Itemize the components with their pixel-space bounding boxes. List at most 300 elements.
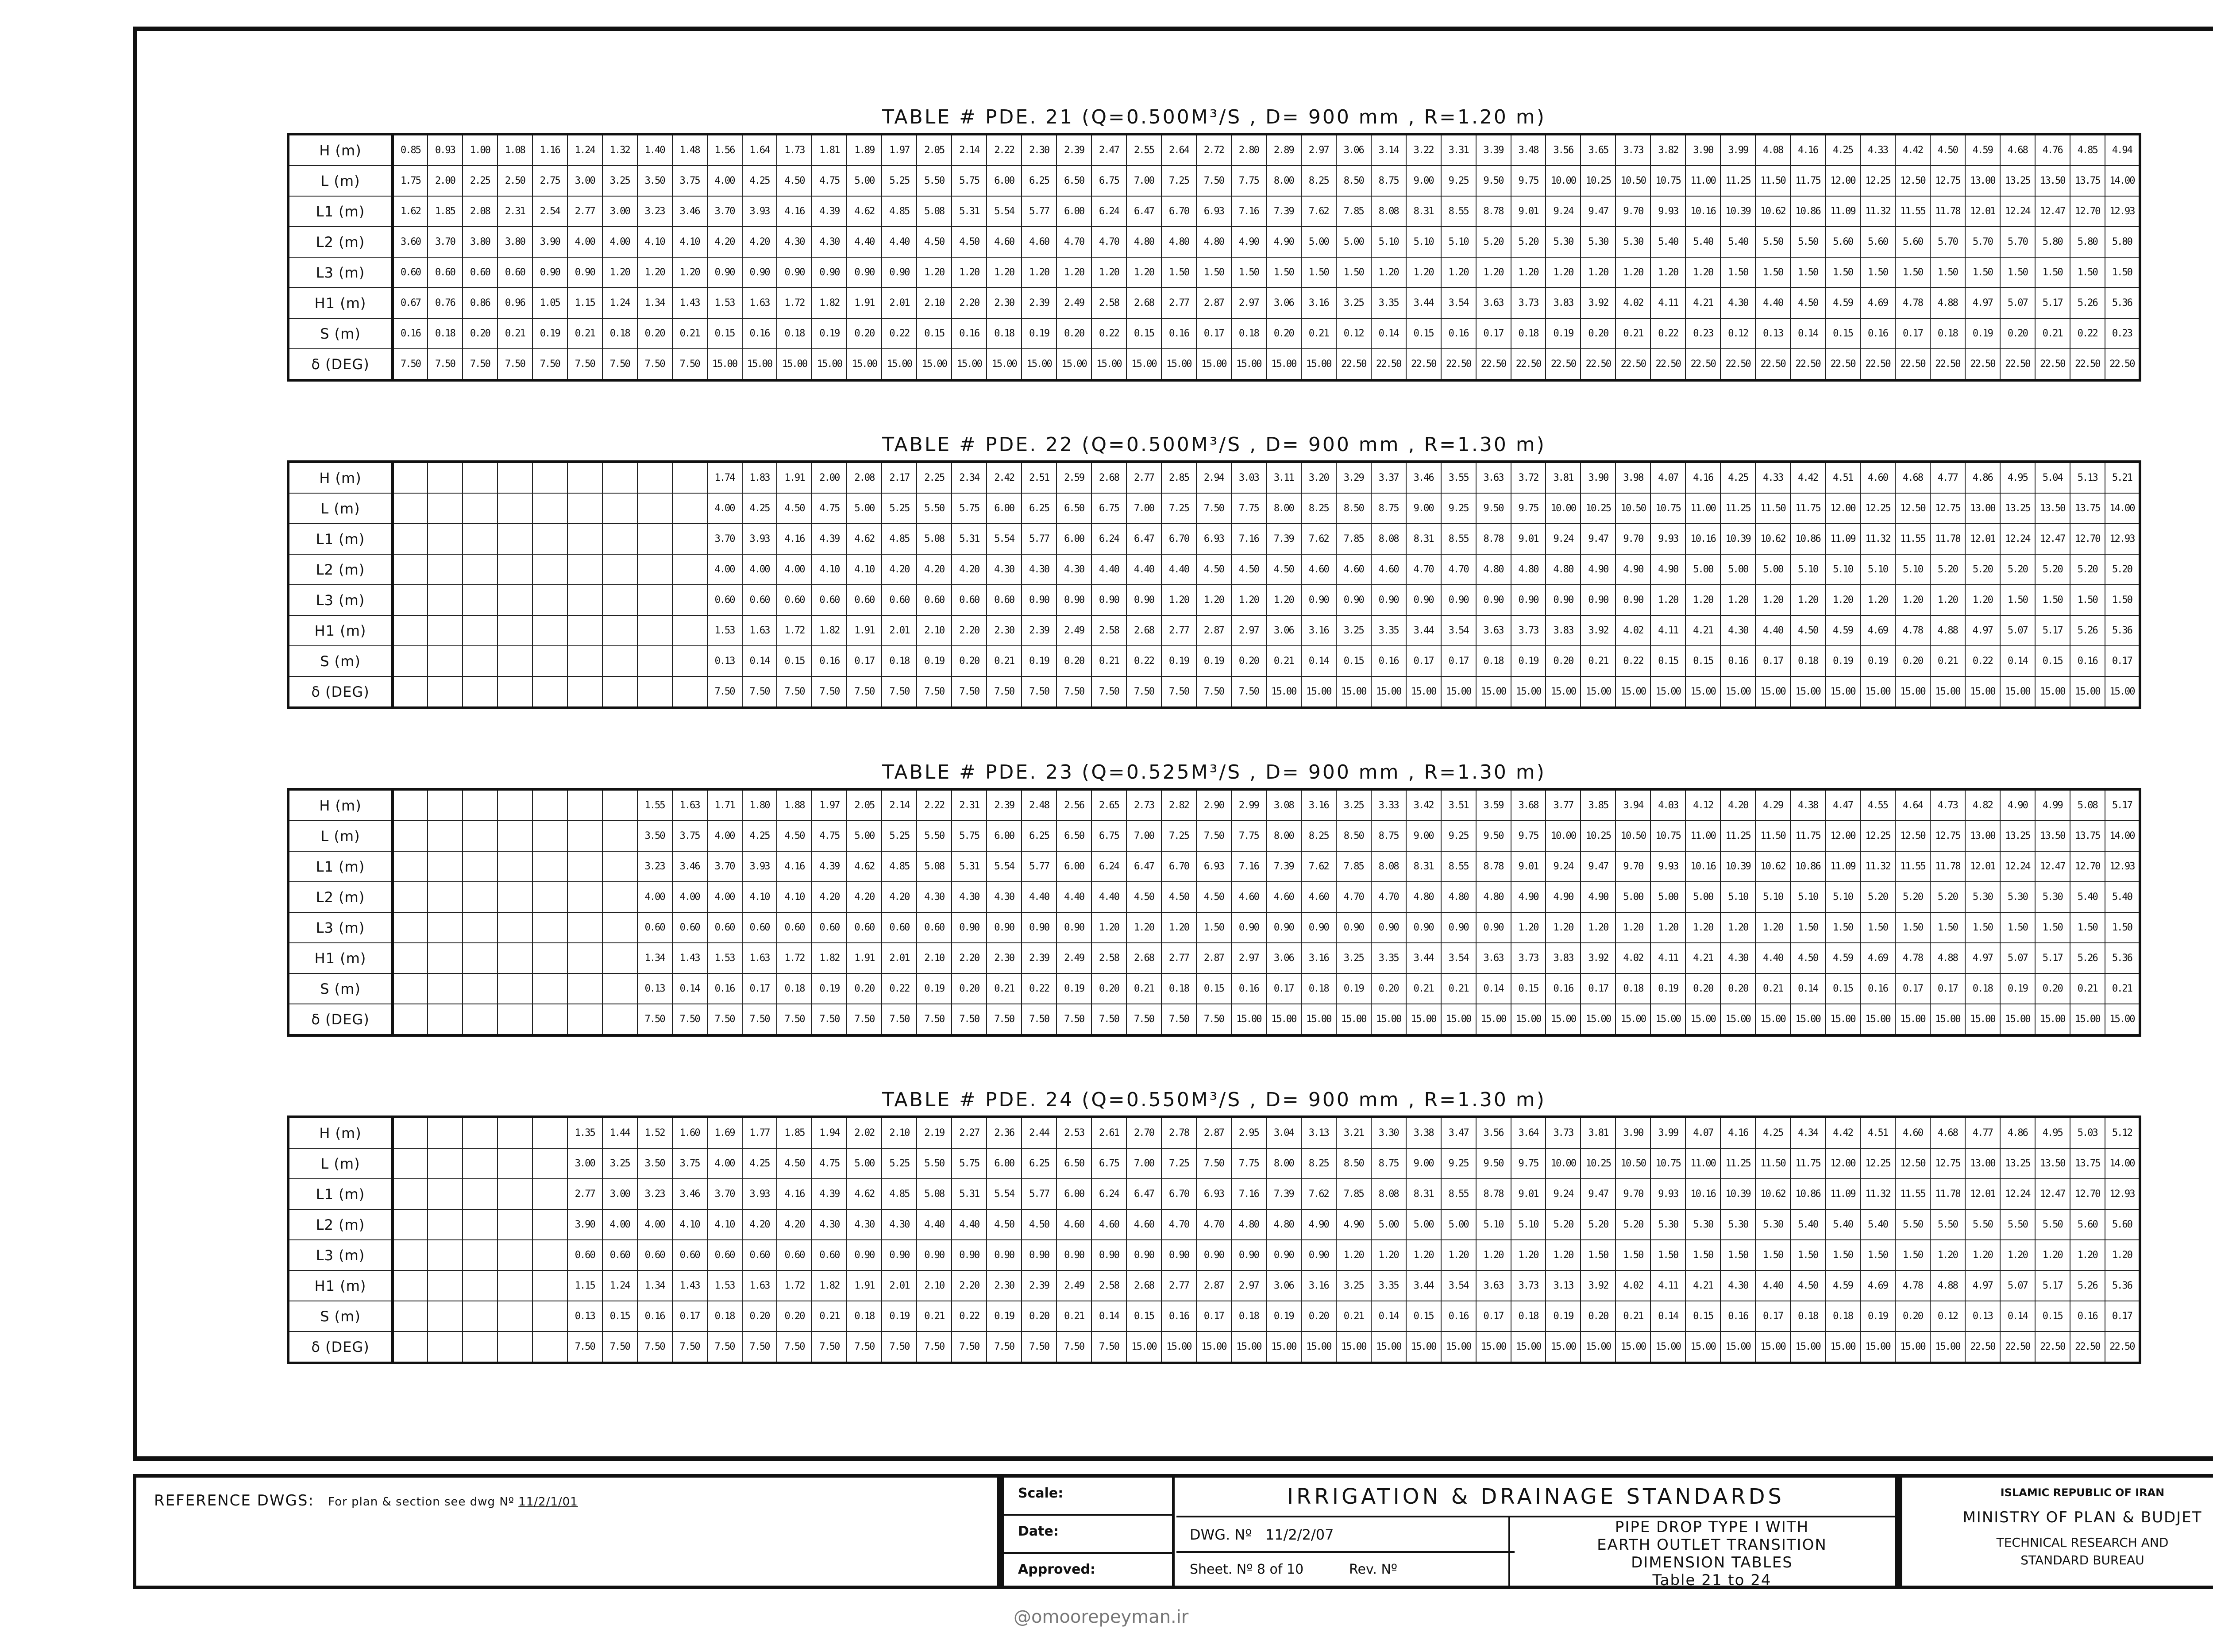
- empty-cell: [637, 462, 672, 493]
- table-cell: 13.50: [2035, 821, 2070, 851]
- table-cell: 13.25: [2000, 166, 2035, 196]
- empty-cell: [463, 912, 497, 943]
- table-cell: 0.60: [637, 1240, 672, 1270]
- table-cell: 9.50: [1476, 1148, 1511, 1179]
- table-cell: 2.20: [952, 615, 987, 646]
- table-cell: 1.50: [2035, 912, 2070, 943]
- table-cell: 4.80: [1196, 227, 1231, 257]
- table-cell: 5.36: [2105, 288, 2140, 318]
- table-cell: 3.90: [1685, 134, 1720, 166]
- table-cell: 9.47: [1581, 524, 1615, 554]
- table-cell: 1.71: [707, 789, 742, 821]
- table-cell: 4.50: [1790, 288, 1825, 318]
- table-cell: 10.50: [1615, 1148, 1650, 1179]
- empty-cell: [497, 462, 532, 493]
- table-cell: 7.50: [497, 349, 532, 380]
- table-cell: 0.20: [1231, 646, 1266, 676]
- empty-cell: [428, 676, 463, 708]
- table-cell: 3.80: [497, 227, 532, 257]
- empty-cell: [602, 646, 637, 676]
- table-cell: 5.00: [847, 1148, 882, 1179]
- table-cell: 0.19: [1546, 1301, 1581, 1332]
- empty-cell: [463, 615, 497, 646]
- table-cell: 22.50: [2035, 349, 2070, 380]
- table-cell: 6.25: [1022, 1148, 1056, 1179]
- table-cell: 1.08: [497, 134, 532, 166]
- table-cell: 10.39: [1720, 196, 1755, 227]
- table-cell: 4.30: [777, 227, 812, 257]
- table-cell: 1.20: [2105, 1240, 2140, 1270]
- table-cell: 6.25: [1022, 493, 1056, 524]
- table-cell: 12.93: [2105, 196, 2140, 227]
- empty-cell: [463, 585, 497, 615]
- table-cell: 8.75: [1371, 493, 1406, 524]
- table-cell: 5.20: [1581, 1209, 1615, 1240]
- table-cell: 4.00: [777, 554, 812, 585]
- table-cell: 0.85: [393, 134, 428, 166]
- table-cell: 7.50: [637, 1332, 672, 1363]
- empty-cell: [393, 676, 428, 708]
- table-cell: 3.25: [1336, 615, 1371, 646]
- table-cell: 3.14: [1371, 134, 1406, 166]
- table-cell: 4.86: [2000, 1117, 2035, 1148]
- table-cell: 9.70: [1615, 524, 1650, 554]
- table-cell: 5.30: [1685, 1209, 1720, 1240]
- reference-label: REFERENCE DWGS:: [154, 1492, 314, 1509]
- table-cell: 1.20: [1126, 912, 1161, 943]
- table-cell: 0.15: [1511, 973, 1546, 1004]
- table-cell: 9.24: [1546, 524, 1581, 554]
- table-cell: 4.33: [1860, 134, 1895, 166]
- table-cell: 0.19: [1266, 1301, 1301, 1332]
- table-cell: 5.20: [1615, 1209, 1650, 1240]
- table-cell: 2.39: [1022, 288, 1056, 318]
- empty-cell: [393, 524, 428, 554]
- empty-cell: [393, 1179, 428, 1209]
- table-cell: 4.50: [1161, 882, 1196, 912]
- table-cell: 0.15: [777, 646, 812, 676]
- table-cell: 8.78: [1476, 851, 1511, 882]
- table-cell: 0.15: [1406, 318, 1441, 349]
- table-cell: 5.50: [1895, 1209, 1930, 1240]
- table-cell: 9.75: [1511, 166, 1546, 196]
- table-cell: 7.50: [1126, 676, 1161, 708]
- table-cell: 7.50: [952, 676, 987, 708]
- table-cell: 3.63: [1476, 462, 1511, 493]
- table-cell: 3.35: [1371, 943, 1406, 973]
- table-row: [288, 789, 2140, 821]
- table-cell: 3.16: [1301, 943, 1336, 973]
- table-cell: 0.60: [917, 585, 952, 615]
- table-cell: 7.16: [1231, 196, 1266, 227]
- table-cell: 15.00: [1895, 1004, 1930, 1035]
- table-cell: 1.20: [1755, 912, 1790, 943]
- table-cell: 4.60: [987, 227, 1022, 257]
- table-cell: 4.40: [882, 227, 917, 257]
- table-cell: 0.60: [917, 912, 952, 943]
- table-cell: 9.75: [1511, 493, 1546, 524]
- table-cell: 1.50: [1196, 912, 1231, 943]
- table-cell: 4.00: [602, 227, 637, 257]
- table-cell: 2.02: [847, 1117, 882, 1148]
- empty-cell: [672, 462, 707, 493]
- empty-cell: [672, 646, 707, 676]
- empty-cell: [497, 1209, 532, 1240]
- table-cell: 0.20: [952, 973, 987, 1004]
- table-cell: 7.25: [1161, 1148, 1196, 1179]
- table-cell: 0.21: [1406, 973, 1441, 1004]
- table-cell: 3.90: [567, 1209, 602, 1240]
- table-cell: 0.15: [1650, 646, 1685, 676]
- table-cell: 7.50: [1196, 1148, 1231, 1179]
- table-cell: 9.93: [1650, 1179, 1685, 1209]
- empty-cell: [428, 789, 463, 821]
- table-cell: 3.93: [742, 1179, 777, 1209]
- table-cell: 3.50: [637, 1148, 672, 1179]
- table-cell: 3.03: [1231, 462, 1266, 493]
- table-cell: 2.77: [1161, 288, 1196, 318]
- table-cell: 7.25: [1161, 821, 1196, 851]
- table-cell: 4.16: [777, 196, 812, 227]
- table-row: [288, 349, 2140, 380]
- table-cell: 5.20: [2070, 554, 2105, 585]
- table-cell: 0.90: [1615, 585, 1650, 615]
- table-cell: 2.85: [1161, 462, 1196, 493]
- table-cell: 6.75: [1091, 821, 1126, 851]
- table-cell: 3.31: [1441, 134, 1476, 166]
- table-cell: 8.08: [1371, 1179, 1406, 1209]
- table-cell: 10.62: [1755, 1179, 1790, 1209]
- row-label: L1 (m): [288, 196, 393, 227]
- table-cell: 11.50: [1755, 166, 1790, 196]
- table-cell: 4.42: [1790, 462, 1825, 493]
- table-cell: 0.67: [393, 288, 428, 318]
- table-cell: 0.18: [1825, 1301, 1860, 1332]
- table-cell: 5.04: [2035, 462, 2070, 493]
- table-cell: 4.25: [742, 493, 777, 524]
- table-cell: 15.00: [1546, 1332, 1581, 1363]
- table-cell: 3.54: [1441, 615, 1476, 646]
- empty-cell: [428, 821, 463, 851]
- table-cell: 1.20: [1860, 585, 1895, 615]
- table-cell: 0.90: [1476, 585, 1511, 615]
- table-cell: 4.90: [1546, 882, 1581, 912]
- table-cell: 7.50: [917, 1004, 952, 1035]
- table-cell: 0.18: [707, 1301, 742, 1332]
- table-cell: 7.50: [1126, 1004, 1161, 1035]
- table-cell: 5.31: [952, 1179, 987, 1209]
- table-cell: 22.50: [1895, 349, 1930, 380]
- table-cell: 5.60: [2070, 1209, 2105, 1240]
- table-cell: 4.16: [1685, 462, 1720, 493]
- table-cell: 5.77: [1022, 851, 1056, 882]
- table-cell: 4.85: [882, 1179, 917, 1209]
- table-cell: 15.00: [1022, 349, 1056, 380]
- table-cell: 15.00: [1720, 1332, 1755, 1363]
- table-cell: 4.40: [1755, 1270, 1790, 1301]
- table-cell: 2.39: [1022, 1270, 1056, 1301]
- table-cell: 2.10: [917, 288, 952, 318]
- table-cell: 0.22: [1650, 318, 1685, 349]
- table-cell: 3.44: [1406, 615, 1441, 646]
- table-cell: 1.20: [1091, 257, 1126, 288]
- table-cell: 4.20: [917, 554, 952, 585]
- empty-cell: [497, 1179, 532, 1209]
- empty-cell: [497, 882, 532, 912]
- table-cell: 4.40: [1056, 882, 1091, 912]
- table-cell: 1.20: [1022, 257, 1056, 288]
- table-cell: 22.50: [1371, 349, 1406, 380]
- table-cell: 0.20: [847, 973, 882, 1004]
- table-cell: 1.50: [1720, 1240, 1755, 1270]
- table-cell: 0.21: [1091, 646, 1126, 676]
- table-cell: 15.00: [1371, 676, 1406, 708]
- table-cell: 2.73: [1126, 789, 1161, 821]
- table-cell: 0.15: [1196, 973, 1231, 1004]
- table-cell: 1.20: [1825, 585, 1860, 615]
- table-cell: 0.22: [1126, 646, 1161, 676]
- empty-cell: [393, 1301, 428, 1332]
- table-cell: 5.20: [1895, 882, 1930, 912]
- table-cell: 2.30: [1022, 134, 1056, 166]
- table-cell: 1.53: [707, 288, 742, 318]
- table-cell: 5.36: [2105, 615, 2140, 646]
- table-cell: 11.32: [1860, 851, 1895, 882]
- table-cell: 1.63: [742, 1270, 777, 1301]
- table-cell: 1.24: [567, 134, 602, 166]
- table-cell: 0.14: [2000, 1301, 2035, 1332]
- table-cell: 5.50: [917, 166, 952, 196]
- empty-cell: [567, 585, 602, 615]
- description-line-1: PIPE DROP TYPE I WITH: [1615, 1518, 1809, 1536]
- table-cell: 15.00: [1720, 1004, 1755, 1035]
- table-cell: 12.75: [1930, 1148, 1965, 1179]
- table-cell: 3.73: [1511, 1270, 1546, 1301]
- table-cell: 0.90: [567, 257, 602, 288]
- table-row: [288, 1179, 2140, 1209]
- table-cell: 1.50: [1825, 1240, 1860, 1270]
- table-cell: 6.25: [1022, 821, 1056, 851]
- empty-cell: [532, 882, 567, 912]
- table-cell: 22.50: [2035, 1332, 2070, 1363]
- table-cell: 5.00: [1301, 227, 1336, 257]
- table-cell: 1.20: [672, 257, 707, 288]
- table-cell: 0.15: [602, 1301, 637, 1332]
- table-cell: 8.31: [1406, 524, 1441, 554]
- table-cell: 0.60: [672, 1240, 707, 1270]
- empty-cell: [602, 615, 637, 646]
- table-cell: 0.21: [1301, 318, 1336, 349]
- empty-cell: [428, 585, 463, 615]
- table-cell: 0.20: [952, 646, 987, 676]
- table-cell: 4.70: [1056, 227, 1091, 257]
- table-cell: 1.20: [1056, 257, 1091, 288]
- table-cell: 0.14: [2000, 646, 2035, 676]
- table-cell: 4.00: [707, 166, 742, 196]
- table-cell: 0.20: [1022, 1301, 1056, 1332]
- table-cell: 2.39: [1056, 134, 1091, 166]
- table-cell: 7.50: [1231, 676, 1266, 708]
- table-cell: 2.68: [1126, 615, 1161, 646]
- table-title: TABLE # PDE. 23 (Q=0.525M³/S , D= 900 mm , R=1.30 m): [882, 761, 1546, 784]
- table-cell: 7.62: [1301, 196, 1336, 227]
- table-cell: 11.00: [1685, 1148, 1720, 1179]
- empty-cell: [532, 1179, 567, 1209]
- table-cell: 5.25: [882, 821, 917, 851]
- table-cell: 0.90: [1056, 585, 1091, 615]
- table-cell: 9.50: [1476, 166, 1511, 196]
- table-cell: 11.75: [1790, 1148, 1825, 1179]
- empty-cell: [637, 676, 672, 708]
- table-cell: 4.78: [1895, 615, 1930, 646]
- table-cell: 1.43: [672, 1270, 707, 1301]
- table-cell: 1.20: [1965, 585, 2000, 615]
- table-cell: 5.70: [1965, 227, 2000, 257]
- table-cell: 1.20: [1511, 1240, 1546, 1270]
- table-cell: 9.70: [1615, 851, 1650, 882]
- table-cell: 0.90: [1126, 585, 1161, 615]
- table-cell: 0.21: [1615, 1301, 1650, 1332]
- table-cell: 12.25: [1860, 166, 1895, 196]
- table-cell: 0.93: [428, 134, 463, 166]
- table-cell: 10.00: [1546, 493, 1581, 524]
- table-cell: 3.94: [1615, 789, 1650, 821]
- table-cell: 2.99: [1231, 789, 1266, 821]
- table-cell: 9.00: [1406, 821, 1441, 851]
- table-cell: 4.30: [1056, 554, 1091, 585]
- table-cell: 3.16: [1301, 789, 1336, 821]
- table-cell: 2.56: [1056, 789, 1091, 821]
- table-cell: 3.75: [672, 166, 707, 196]
- table-cell: 7.50: [917, 1332, 952, 1363]
- table-cell: 7.50: [672, 1004, 707, 1035]
- table-cell: 5.10: [1825, 882, 1860, 912]
- table-cell: 3.70: [707, 196, 742, 227]
- table-cell: 0.90: [1336, 585, 1371, 615]
- table-cell: 15.00: [2105, 676, 2140, 708]
- table-cell: 7.50: [812, 1332, 847, 1363]
- table-cell: 2.55: [1126, 134, 1161, 166]
- table-cell: 4.39: [812, 196, 847, 227]
- table-cell: 3.44: [1406, 943, 1441, 973]
- row-label: L3 (m): [288, 257, 393, 288]
- dimension-table: [287, 133, 2141, 382]
- table-cell: 5.26: [2070, 615, 2105, 646]
- table-cell: 15.00: [1790, 1332, 1825, 1363]
- table-cell: 15.00: [1895, 676, 1930, 708]
- empty-cell: [497, 912, 532, 943]
- table-cell: 15.00: [1406, 1332, 1441, 1363]
- table-cell: 3.25: [602, 1148, 637, 1179]
- table-cell: 3.00: [567, 1148, 602, 1179]
- table-cell: 5.25: [882, 1148, 917, 1179]
- table-cell: 9.93: [1650, 524, 1685, 554]
- table-cell: 2.65: [1091, 789, 1126, 821]
- table-cell: 4.97: [1965, 1270, 2000, 1301]
- empty-cell: [497, 789, 532, 821]
- empty-cell: [567, 493, 602, 524]
- table-cell: 1.20: [1685, 585, 1720, 615]
- table-cell: 2.58: [1091, 943, 1126, 973]
- table-cell: 15.00: [1965, 676, 2000, 708]
- table-cell: 0.60: [882, 585, 917, 615]
- table-cell: 5.77: [1022, 1179, 1056, 1209]
- table-cell: 0.19: [1860, 646, 1895, 676]
- empty-cell: [532, 1332, 567, 1363]
- table-cell: 9.00: [1406, 493, 1441, 524]
- table-cell: 22.50: [1790, 349, 1825, 380]
- table-cell: 4.60: [1091, 1209, 1126, 1240]
- table-cell: 4.78: [1895, 1270, 1930, 1301]
- table-cell: 2.20: [952, 943, 987, 973]
- table-cell: 11.00: [1685, 493, 1720, 524]
- table-cell: 6.24: [1091, 851, 1126, 882]
- table-cell: 11.78: [1930, 196, 1965, 227]
- table-cell: 5.77: [1022, 196, 1056, 227]
- table-cell: 3.99: [1650, 1117, 1685, 1148]
- table-cell: 0.16: [1860, 318, 1895, 349]
- table-cell: 4.30: [882, 1209, 917, 1240]
- row-label: H (m): [288, 462, 393, 493]
- table-cell: 4.86: [1965, 462, 2000, 493]
- table-cell: 0.22: [2070, 318, 2105, 349]
- table-cell: 4.00: [602, 1209, 637, 1240]
- empty-cell: [497, 973, 532, 1004]
- ministry-bureau-2: STANDARD BUREAU: [2020, 1553, 2144, 1567]
- table-cell: 6.47: [1126, 196, 1161, 227]
- table-cell: 0.22: [1091, 318, 1126, 349]
- table-cell: 0.17: [1441, 646, 1476, 676]
- table-cell: 12.24: [2000, 196, 2035, 227]
- table-cell: 0.16: [952, 318, 987, 349]
- table-cell: 15.00: [1441, 1332, 1476, 1363]
- table-cell: 22.50: [1476, 349, 1511, 380]
- table-cell: 22.50: [1720, 349, 1755, 380]
- table-cell: 5.00: [847, 821, 882, 851]
- table-cell: 22.50: [2105, 1332, 2140, 1363]
- table-cell: 10.50: [1615, 493, 1650, 524]
- table-cell: 4.20: [742, 227, 777, 257]
- table-cell: 0.60: [777, 585, 812, 615]
- title-block: [1000, 1474, 1899, 1589]
- table-cell: 1.48: [672, 134, 707, 166]
- table-cell: 12.47: [2035, 196, 2070, 227]
- table-cell: 10.16: [1685, 196, 1720, 227]
- table-cell: 9.93: [1650, 196, 1685, 227]
- table-cell: 1.85: [777, 1117, 812, 1148]
- table-cell: 8.08: [1371, 851, 1406, 882]
- table-cell: 1.35: [567, 1117, 602, 1148]
- table-cell: 7.50: [777, 1332, 812, 1363]
- table-cell: 0.15: [2035, 646, 2070, 676]
- table-cell: 3.16: [1301, 1270, 1336, 1301]
- table-cell: 7.85: [1336, 851, 1371, 882]
- empty-cell: [463, 1117, 497, 1148]
- table-cell: 15.00: [777, 349, 812, 380]
- table-cell: 22.50: [2000, 1332, 2035, 1363]
- empty-cell: [428, 1240, 463, 1270]
- table-cell: 4.07: [1650, 462, 1685, 493]
- table-cell: 3.08: [1266, 789, 1301, 821]
- table-cell: 4.80: [1266, 1209, 1301, 1240]
- table-row: [288, 1332, 2140, 1363]
- table-cell: 5.07: [2000, 615, 2035, 646]
- table-row: [288, 1004, 2140, 1035]
- table-cell: 3.75: [672, 821, 707, 851]
- table-cell: 13.25: [2000, 1148, 2035, 1179]
- table-cell: 1.77: [742, 1117, 777, 1148]
- table-cell: 5.10: [1476, 1209, 1511, 1240]
